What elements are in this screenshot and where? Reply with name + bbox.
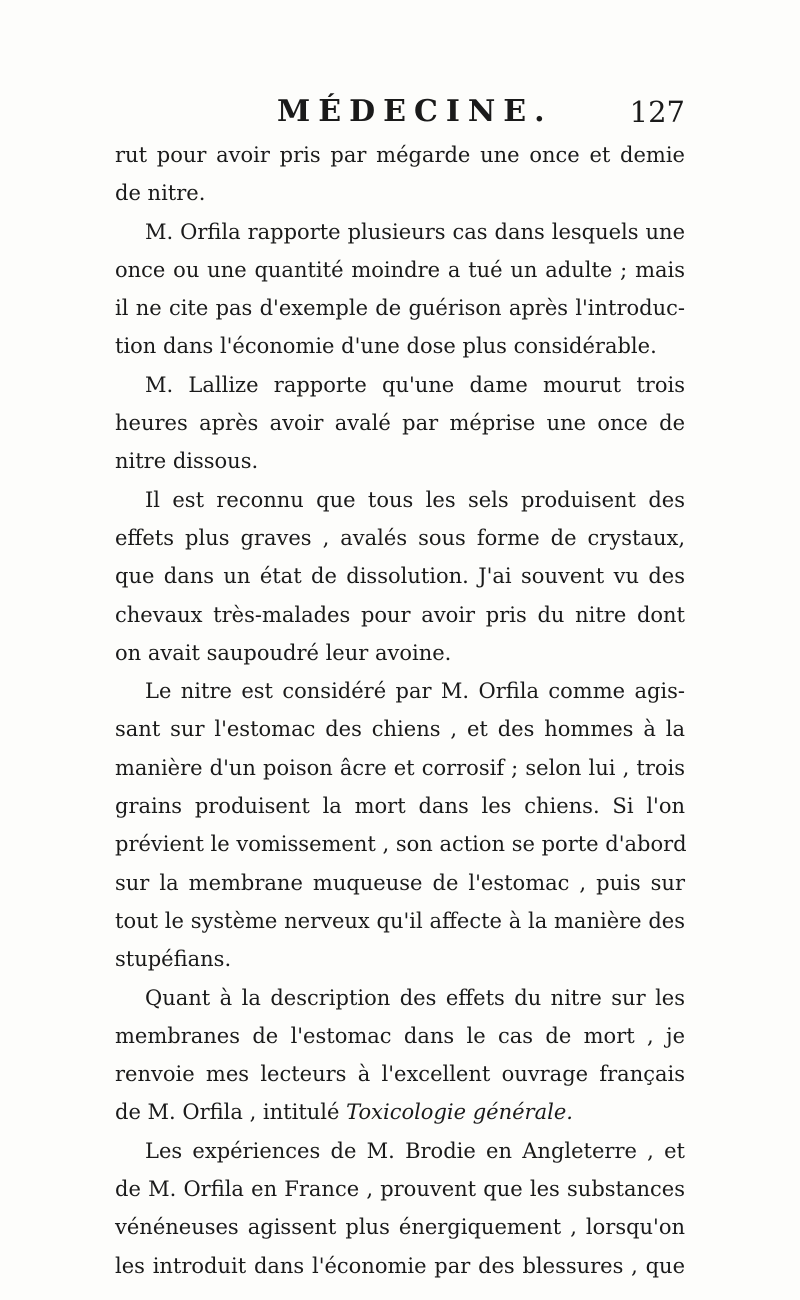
paragraph: [115, 366, 685, 481]
text-line: de nitre.: [115, 181, 206, 206]
text-line: [115, 1093, 685, 1131]
paragraph: [115, 136, 685, 213]
paragraph: [115, 213, 685, 366]
book-title: Toxicologie générale.: [346, 1100, 573, 1125]
text-line: de M. Orfila en France , prouvent que les substances: [115, 1177, 685, 1202]
running-head: [115, 92, 685, 132]
text-line: Il est reconnu que tous les sels produisent des: [145, 487, 685, 512]
text-line: tion dans l'économie d'une dose plus considérable.: [115, 334, 657, 359]
text-line: M. Orfila rapporte plusieurs cas dans lesquels une: [145, 219, 685, 244]
text-line: Les expériences de M. Brodie en Angleterre , et: [145, 1138, 685, 1163]
text-line: heures après avoir avalé par méprise une once de: [115, 411, 685, 436]
text-line: manière d'un poison âcre et corrosif ; selon lui , trois: [115, 755, 685, 780]
text-line: effets plus graves , avalés sous forme de crystaux,: [115, 525, 685, 550]
text-line: once ou une quantité moindre a tué un adulte ; mais: [115, 257, 685, 282]
text-line: Quant à la description des effets du nitre sur les: [145, 985, 685, 1010]
text-line: M. Lallize rapporte qu'une dame mourut trois: [145, 372, 685, 397]
text-line-prefix: de M. Orfila , intitulé: [115, 1100, 347, 1125]
text-line: prévient le vomissement , son action se porte d'abord: [115, 832, 687, 857]
paragraph: [115, 481, 685, 672]
text-line: tout le système nerveux qu'il affecte à la manière des: [115, 908, 685, 933]
text-line: membranes de l'estomac dans le cas de mort , je: [115, 1023, 685, 1048]
running-title: MÉDECINE.: [277, 94, 553, 129]
text-line: stupéfians.: [115, 947, 232, 972]
paragraph: [115, 672, 685, 978]
text-line: on avait saupoudré leur avoine.: [115, 640, 452, 665]
text-line: sur la membrane muqueuse de l'estomac , puis sur: [115, 870, 685, 895]
text-line: il ne cite pas d'exemple de guérison après l'introduc-: [115, 296, 685, 321]
body-text: [115, 136, 685, 1285]
text-line: grains produisent la mort dans les chiens. Si l'on: [115, 794, 685, 819]
text-line: sant sur l'estomac des chiens , et des hommes à la: [115, 717, 685, 742]
paragraph: [115, 1132, 685, 1285]
text-line: Le nitre est considéré par M. Orfila comme agis-: [145, 679, 685, 704]
page-number: 127: [629, 95, 685, 129]
text-line: vénéneuses agissent plus énergiquement , lorsqu'on: [115, 1215, 685, 1240]
text-line: chevaux très-malades pour avoir pris du nitre dont: [115, 602, 685, 627]
text-line: renvoie mes lecteurs à l'excellent ouvrage français: [115, 1062, 685, 1087]
text-line: les introduit dans l'économie par des blessures , que: [115, 1253, 685, 1278]
text-line: que dans un état de dissolution. J'ai souvent vu des: [115, 564, 685, 589]
text-line: nitre dissous.: [115, 449, 259, 474]
paragraph: [115, 979, 685, 1132]
text-line: rut pour avoir pris par mégarde une once et demie: [115, 143, 685, 167]
